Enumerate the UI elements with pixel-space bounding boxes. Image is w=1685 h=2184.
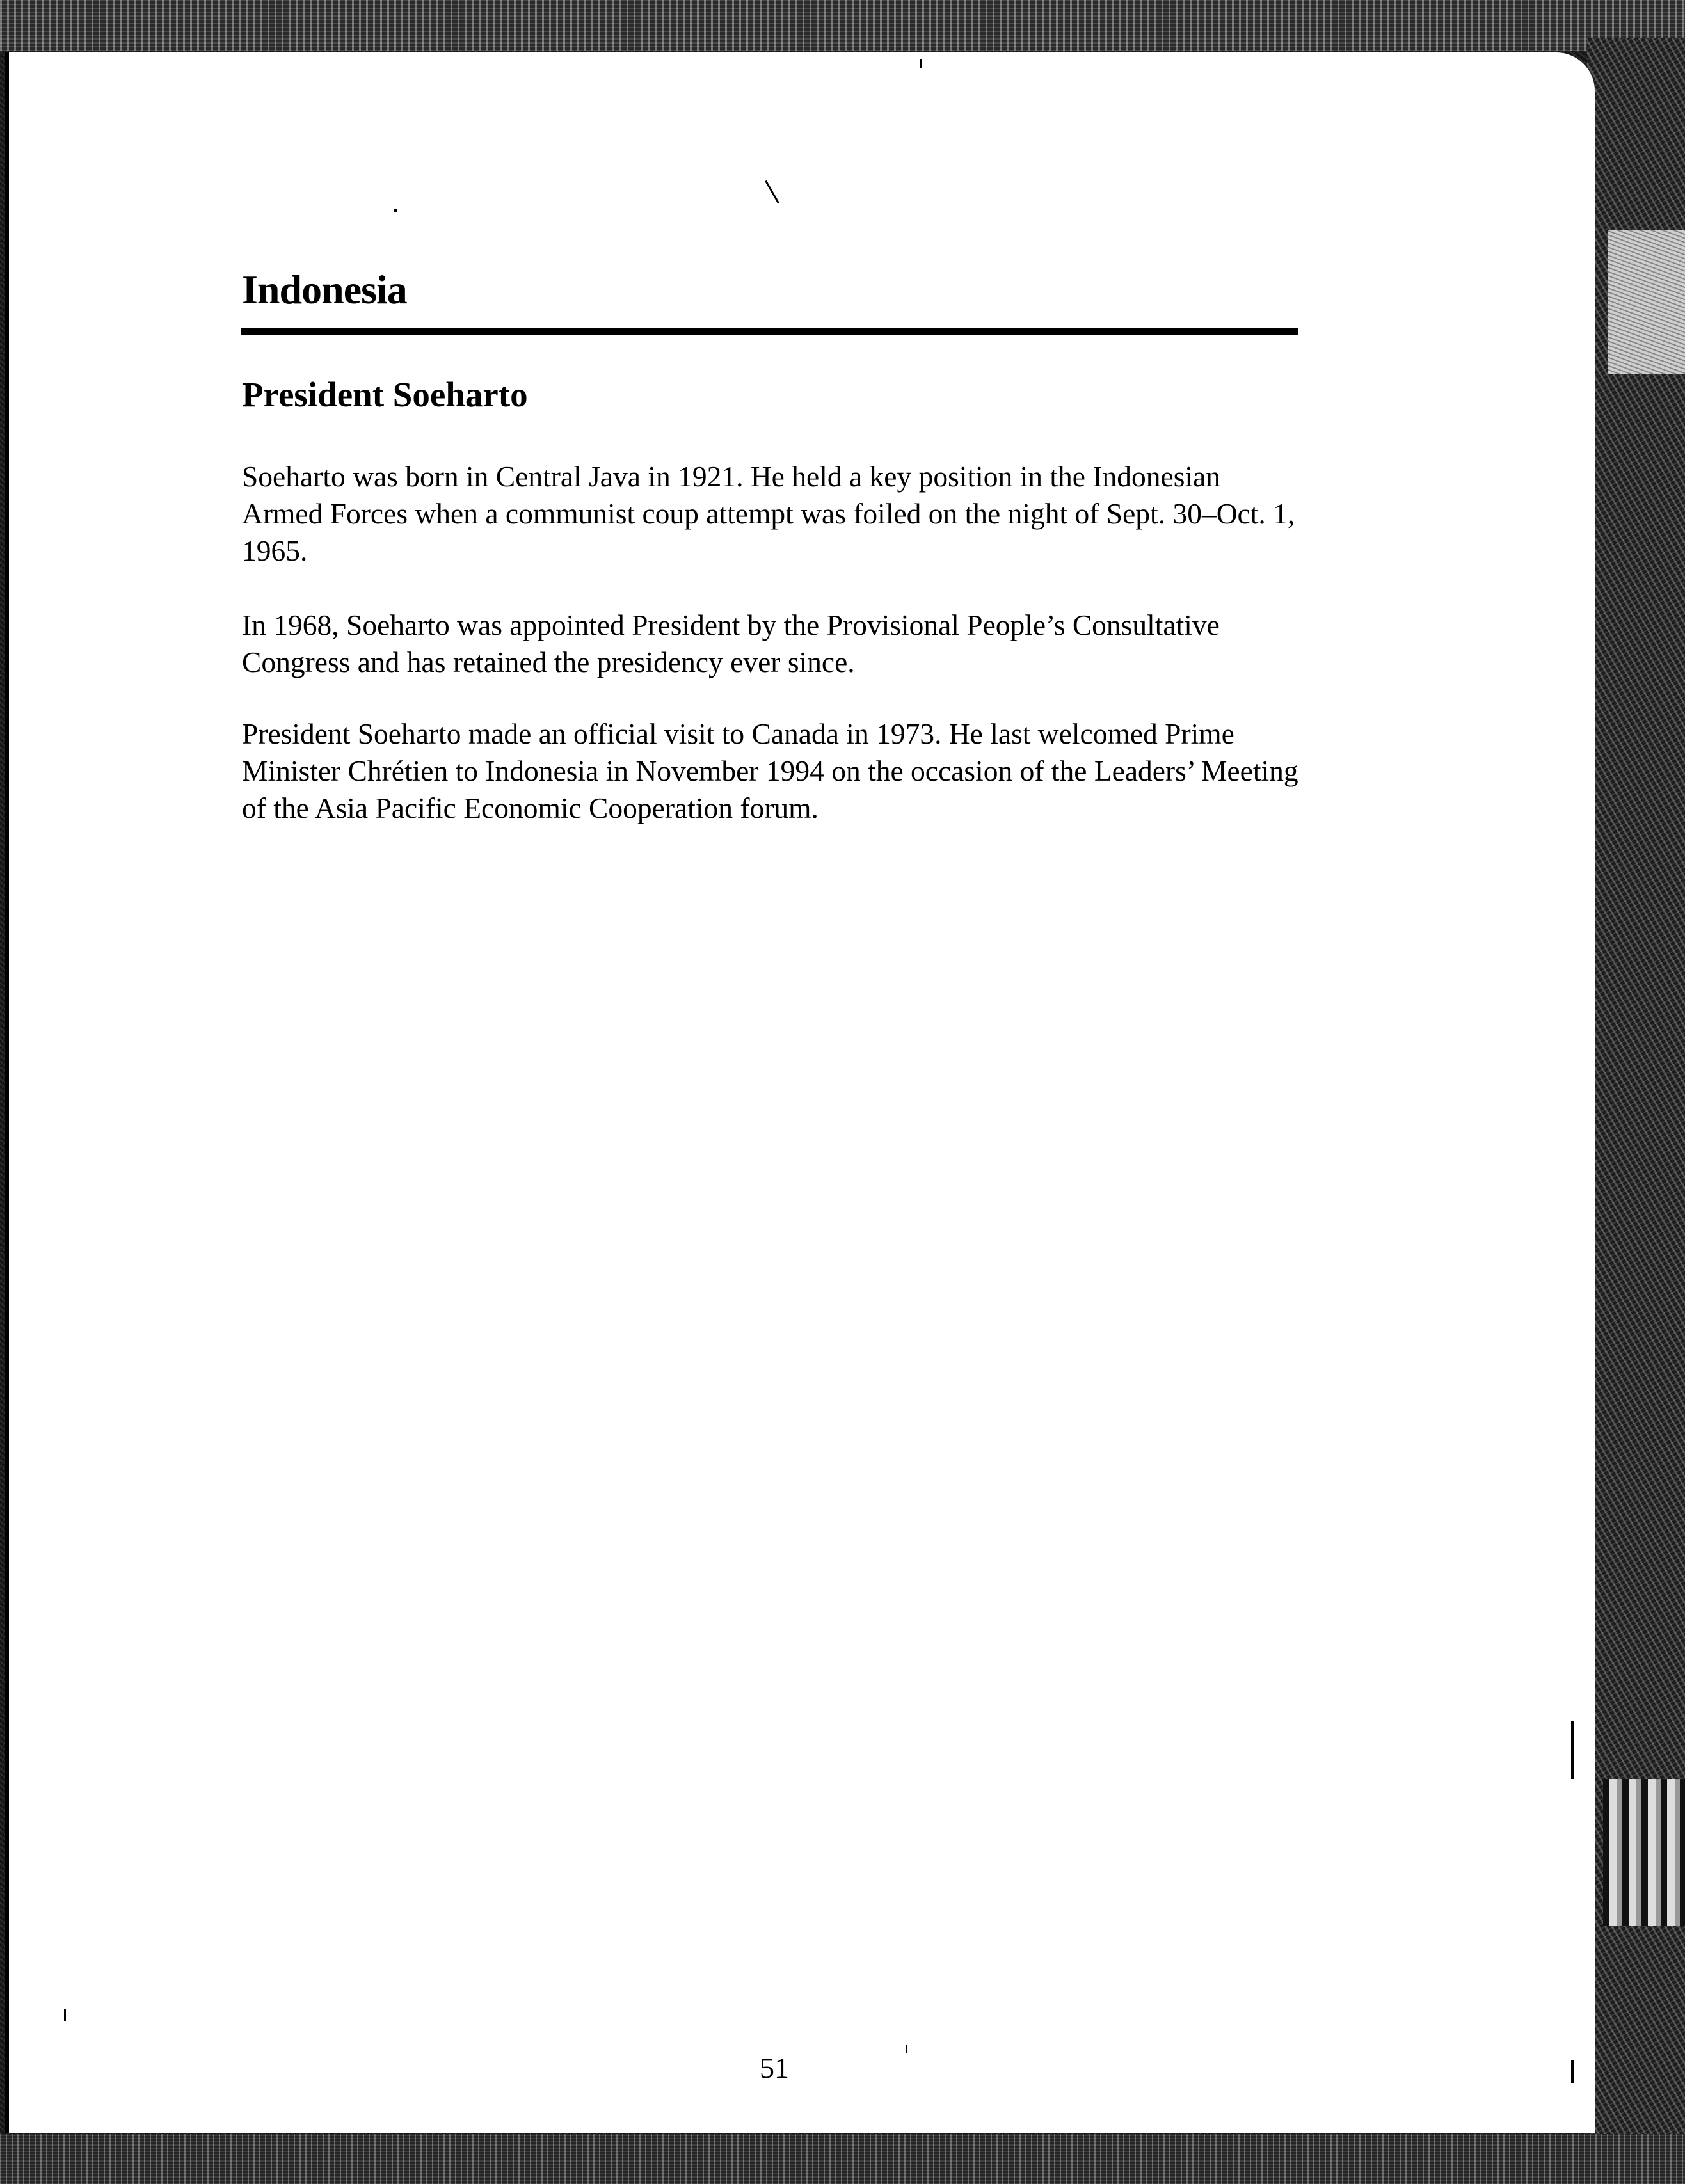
page-title: Indonesia bbox=[242, 267, 407, 312]
title-rule bbox=[241, 328, 1298, 335]
scan-speck bbox=[1571, 2060, 1574, 2083]
scan-noise-top bbox=[0, 0, 1685, 51]
scan-speck bbox=[394, 209, 397, 212]
page-number: 51 bbox=[760, 2052, 789, 2084]
binder-tab-upper bbox=[1608, 230, 1685, 374]
scan-speck bbox=[906, 2045, 907, 2053]
paragraph-biography: Soeharto was born in Central Java in 1921. He held a key position in the Indonesian Armed Forces when a communist coup attempt was foiled on the night of Sept. 30–Oct. 1, 1965. bbox=[242, 460, 1295, 567]
scan-speck bbox=[920, 59, 922, 68]
section-heading: President Soeharto bbox=[242, 375, 528, 414]
document-page bbox=[5, 52, 1595, 2133]
scan-speck bbox=[64, 2009, 66, 2021]
scan-noise-bottom bbox=[0, 2134, 1685, 2184]
paragraph-presidency: In 1968, Soeharto was appointed President by the Provisional People’s Consultative Congress and has retained the presidency ever since. bbox=[242, 609, 1220, 678]
binder-tab-lower bbox=[1603, 1779, 1685, 1926]
page-left-edge bbox=[5, 52, 9, 2133]
scan-speck bbox=[1571, 1721, 1574, 1779]
paragraph-canada-relations: President Soeharto made an official visit to Canada in 1973. He last welcomed Prime Minister Chrétien to Indonesia in November 1994 on the occasion of the Leaders’ Meeting of the Asia Pacific Economic Cooperation forum. bbox=[242, 717, 1298, 824]
